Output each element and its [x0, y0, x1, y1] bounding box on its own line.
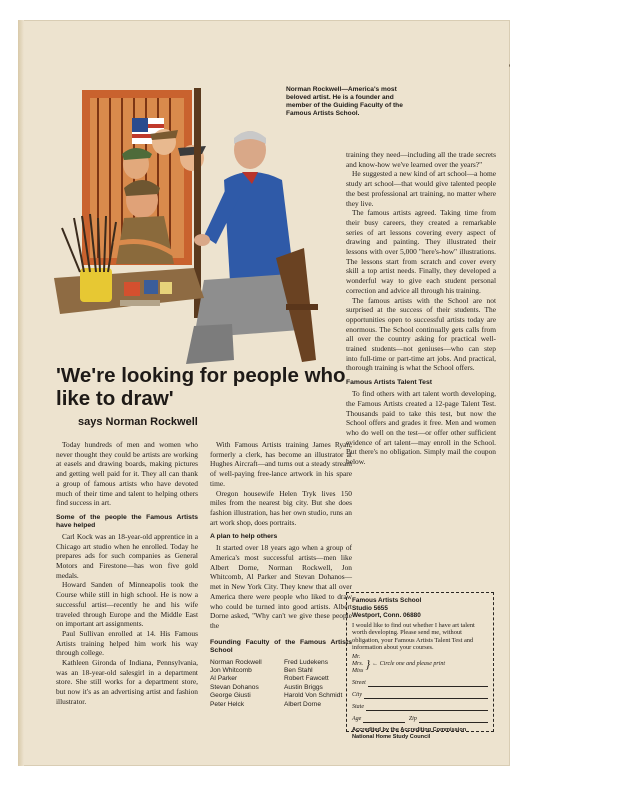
faculty-name: George Giusti — [210, 692, 251, 700]
paragraph: training they need—including all the trade secrets and know-how we've learned over the years?" — [346, 150, 496, 169]
rockwell-illustration — [54, 68, 322, 368]
accreditation-note: Accredited by the Accrediting Commission National Home Study Council — [352, 727, 467, 740]
mail-coupon[interactable] — [346, 592, 494, 740]
salutation-miss[interactable]: Miss — [352, 668, 364, 675]
body-column-1 — [56, 440, 198, 707]
faculty-column-right — [284, 659, 350, 709]
illustration-caption: Norman Rockwell—America's most beloved artist. He is a founder and member of the Guiding Faculty of the Famous Artists School. — [286, 86, 403, 117]
faculty-list — [210, 659, 352, 709]
page-blemish — [509, 64, 510, 67]
paragraph: The famous artists with the School are not surprised at the success of their students. The opportunities open to successful artists today are enormous. The School continually gets calls from all over the country asking for practical well-trained students—not geniuses—who can step into full-time or part-time art jobs. And practical, thorough training is what the School offers. — [346, 295, 496, 373]
paragraph: Howard Sanden of Minneapolis took the Course while still in high school. He is now a successful artist—recently he and his wife traveled through Europe and the Middle East on important art assignments. — [56, 580, 198, 629]
salutation-mrs[interactable]: Mrs. — [352, 661, 364, 668]
age-label: Age — [352, 716, 362, 722]
paragraph: With Famous Artists training James Ryan, formerly a clerk, has become an illustrator at Hughes Aircraft—and turns out a steady stream of well-paying free-lance artwork in his spare time. — [210, 440, 352, 488]
coupon-intro: I would like to find out whether I have art talent worth developing. Please send me, without obligation, your Famous Artists Talent Test and information about your courses. — [352, 621, 475, 651]
coupon-address — [352, 597, 488, 620]
faculty-name: Jon Whitcomb — [210, 667, 252, 675]
faculty-name: Fred Ludekens — [284, 658, 328, 666]
faculty-name: Albert Dorne — [284, 700, 322, 708]
address-line: Famous Artists School — [352, 597, 422, 604]
section-heading: A plan to help others — [210, 533, 278, 541]
faculty-name: Al Parker — [210, 675, 238, 683]
section-heading: Famous Artists Talent Test — [346, 379, 432, 387]
state-field-row — [352, 703, 488, 711]
paragraph: He suggested a new kind of art school—a home study art school—that would give talented people the best professional art training, no matter where they live. — [346, 169, 496, 208]
paragraph: Oregon housewife Helen Tryk lives 150 miles from the nearest big city. But she does fashion illustration, has her own studio, runs an art work shop, does portraits. — [210, 488, 352, 527]
subhead: says Norman Rockwell — [78, 416, 198, 428]
state-field[interactable] — [366, 703, 488, 711]
paragraph: The famous artists agreed. Taking time from their busy careers, they created a remarkable series of art lessons covering every aspect of drawing and painting. They illustrated their lessons with over 5,000 "here's-how" illustrations. The lessons start from scratch and cover every skill a top artist needs. Finally, they developed a wonderful way to give each student personal correction and advice all through his training. — [346, 208, 496, 295]
body-column-3 — [346, 150, 496, 467]
age-field[interactable] — [363, 715, 405, 723]
body-column-2 — [210, 440, 352, 709]
faculty-name: Norman Rockwell — [210, 658, 262, 666]
state-label: State — [352, 704, 364, 710]
city-field[interactable] — [364, 691, 488, 699]
faculty-column-left — [210, 659, 276, 709]
paragraph: Carl Kock was an 18-year-old apprentice in a Chicago art studio when he enrolled. Today he prepares ads for such companies as General Motors and Firestone—has won five gold medals. — [56, 531, 198, 580]
faculty-name: Austin Briggs — [284, 683, 323, 691]
city-label: City — [352, 692, 362, 698]
paragraph: Today hundreds of men and women who never thought they could be artists are working at easels and drawing boards, making pictures and getting well paid for it. They all can thank a group of famous artists who have devoted much of their time and talent to helping others find success in art. — [56, 440, 198, 508]
city-field-row — [352, 691, 488, 699]
salutation-options[interactable] — [352, 654, 363, 675]
paragraph: Kathleen Gironda of Indiana, Pennsylvania, was an 18-year-old salesgirl in a department store. She still works for a department store, but now it's as an advertising artist and fashion illustrator. — [56, 658, 198, 706]
address-line: Westport, Conn. 06880 — [352, 612, 421, 620]
brace-glyph: } — [365, 657, 371, 672]
salutation-row — [352, 654, 488, 675]
faculty-name: Harold Von Schmidt — [284, 692, 343, 700]
paragraph: To find others with art talent worth developing, the Famous Artists created a 12-page Talent Test. Thousands paid to take this test, but now the School offers and grades it free. Men and women who do well on the test—or offer other sufficient evidence of art talent—may enroll in the School. But there's no obligation. Simply mail the coupon below. — [346, 389, 496, 467]
headline: 'We're looking for people who like to draw' — [56, 364, 346, 410]
faculty-name: Ben Stahl — [284, 667, 313, 675]
faculty-name: Peter Helck — [210, 700, 245, 708]
faculty-name: Stevan Dohanos — [210, 683, 259, 691]
paragraph: Paul Sullivan enrolled at 14. His Famous Artists training helped him work his way through college. — [56, 628, 198, 658]
zip-field[interactable] — [419, 715, 488, 723]
zip-label: Zip — [408, 716, 417, 722]
section-heading: Some of the people the Famous Artists have helped — [56, 513, 198, 529]
age-zip-row — [352, 715, 488, 723]
faculty-heading: Founding Faculty of the Famous Artists School — [210, 638, 352, 654]
salutation-mr[interactable]: Mr. — [352, 654, 361, 661]
street-label: Street — [352, 680, 366, 686]
street-field-row — [352, 679, 488, 687]
address-line: Studio 5655 — [352, 604, 388, 612]
paragraph: It started over 18 years ago when a group of America's most successful artists—men like Albert Dorne, Norman Rockwell, Jon Whitcomb, Al Parker and Stevan Dohanos—met in New York City. They knew that all over America there were people who liked to draw who could be turned into good artists. Albert Dorne asked, "Why can't we give these people the — [210, 543, 352, 630]
magazine-page — [18, 20, 510, 766]
street-field[interactable] — [368, 679, 488, 687]
faculty-name: Robert Fawcett — [284, 675, 329, 683]
circle-note: ← Circle one and please print — [372, 661, 446, 668]
